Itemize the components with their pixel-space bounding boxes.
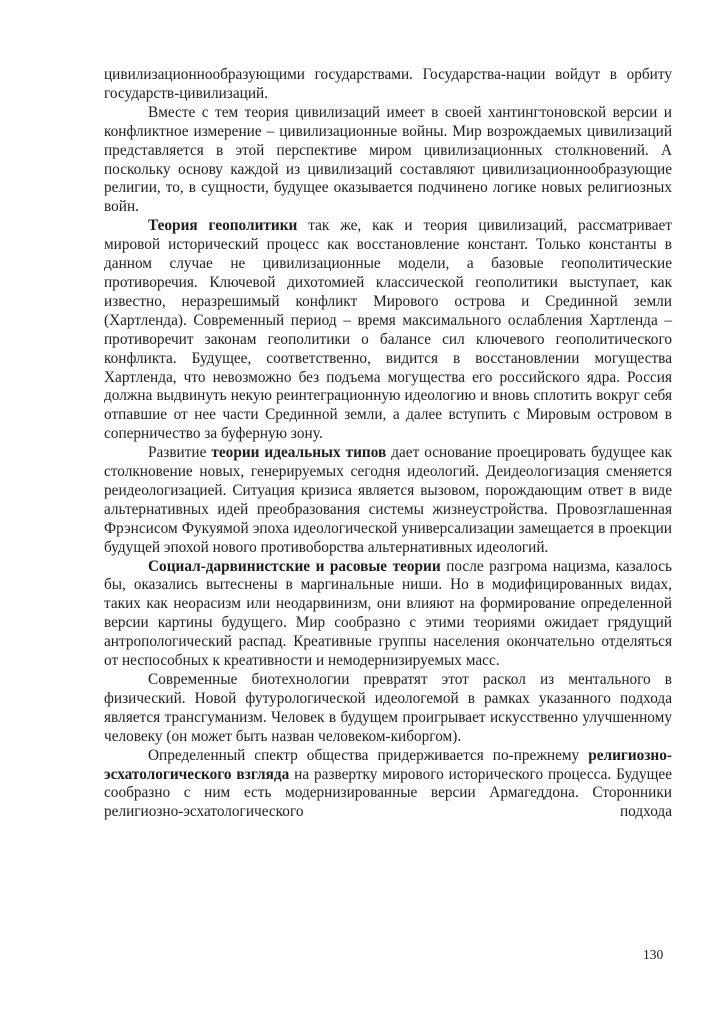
page-number: 130	[643, 947, 664, 962]
paragraph-text: Вместе с тем теория цивилизаций имеет в своей хантингтоновской версии и конфликтное измерение – цивилизационные войны. Мир возрождаемых цивилизаций представляется в этой перспективе миром цивилизационных столкновений. А поскольку основу каждой из цивилизаций составляют цивилизационнообразующие религии, то, в сущности, будущее оказывается подчинено логике новых религиозных войн.	[104, 103, 672, 216]
paragraph-text: дает основание проецировать будущее как столкновение новых, генерируемых сегодня идеологий. Деидеологизация сменяется реидеологизацией. Ситуация кризиса является вызовом, порождающим ответ в виде альтернативных идей преобразования системы жизнеустройства. Провозглашенная Фрэнсисом Фукуямой эпоха идеологической универсализации замещается в проекции будущей эпохой нового противоборства альтернативных идеологий.	[104, 444, 672, 556]
paragraph	[104, 217, 672, 444]
paragraph	[104, 671, 672, 747]
paragraph	[104, 66, 672, 104]
paragraph	[104, 747, 672, 823]
paragraph	[104, 444, 672, 557]
bold-term: Теория геополитики	[148, 217, 298, 235]
bold-term: религиозно-эсхатологического взгляда	[104, 746, 672, 783]
paragraph-text: Определенный спектр общества придерживается по-прежнему	[148, 746, 589, 764]
paragraph-text: Современные биотехнологии превратят этот раскол из ментального в физический. Новой футурологической идеологемой в рамках указанного подхода является трансгуманизм. Человек в будущем проигрывает искусственно улучшенному человеку (он может быть назван человеком-киборгом).	[104, 671, 672, 745]
paragraph-text: цивилизационнообразующими государствами. Государства-нации войдут в орбиту государств-цивилизаций.	[104, 66, 672, 102]
paragraph-text: так же, как и теория цивилизаций, рассматривает мировой исторический процесс как восстановление констант. Только константы в данном случае не цивилизационные модели, а базовые геополитические противоречия. Ключевой дихотомией классической геополитики выступает, как известно, неразрешимый конфликт Мирового острова и Срединной земли (Хартленда). Современный период – время максимального ослабления Хартленда – противоречит законам геополитики о балансе сил ключевого геополитического конфликта. Будущее, соответственно, видится в восстановлении могущества Хартленда, что невозможно без подъема могущества его российского ядра. Россия должна выдвинуть некую реинтеграционную идеологию и вновь сплотить вокруг себя отпавшие от нее части Срединной земли, а далее вступить с Мировым островом в соперничество за буферную зону.	[104, 217, 672, 443]
bold-term: теории идеальных типов	[211, 444, 387, 462]
paragraph-text: Развитие	[148, 444, 212, 462]
paragraph	[104, 104, 672, 217]
paragraph	[104, 558, 672, 671]
bold-term: Социал-дарвинистские и расовые теории	[148, 557, 441, 575]
paragraph-text: после разгрома нацизма, казалось бы, оказались вытеснены в маргинальные ниши. Но в модифицированных видах, таких как неорасизм или неодарвинизм, они влияют на формирование определенной версии картины будущего. Мир сообразно с этими теориями ожидает грядущий антропологический распад. Креативные группы населения окончательно отделяться от неспособных к креативности и немодернизируемых масс.	[104, 557, 672, 670]
paragraph-text: на развертку мирового исторического процесса. Будущее сообразно с ним есть модернизированные версии Армагеддона. Сторонники религиозно-эсхатологического подхода	[104, 765, 672, 821]
document-body	[104, 66, 672, 822]
